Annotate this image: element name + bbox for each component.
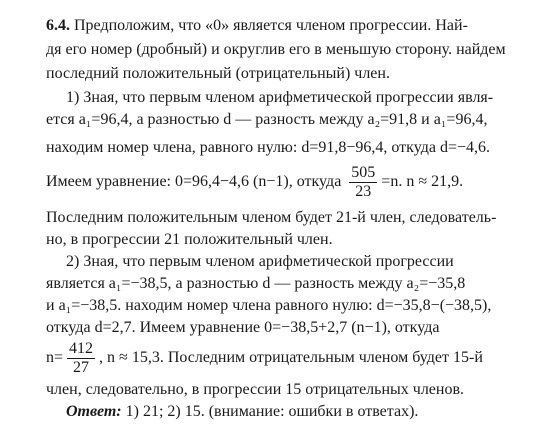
part1-line-2: ется a₁=96,4, а разностью d — разность между a₂=91,8 и a₁=96,4, xyxy=(46,111,488,128)
part2-line-3: и a₁=−38,5. находим номер члена равного нулю: d=−35,8−(−38,5), xyxy=(46,297,492,314)
part1-end-line-2: но, в прогрессии 21 положительный член. xyxy=(46,231,333,248)
part2-line-4: откуда d=2,7. Имеем уравнение 0=−38,5+2,7 (n−1), откуда xyxy=(46,319,440,336)
part2-end-line: член, следовательно, в прогрессии 15 отрицательных членов. xyxy=(46,381,465,398)
intro-line-1: 6.4. Предположим, что «0» является членом прогрессии. Най- xyxy=(46,17,468,34)
answer-line xyxy=(46,402,532,422)
part2-line-2: является a₁=−38,5, а разностью d — разность между a₂=−35,8 xyxy=(46,275,466,292)
part2-line-1: 2) Зная, что первым членом арифметической прогрессии xyxy=(66,253,454,270)
fraction-412-27: $\frac{412}{27}$ xyxy=(69,339,94,376)
part1-line-1: 1) Зная, что первым членом арифметической прогрессии явля- xyxy=(66,89,494,106)
part1-end-line-1: Последним положительным членом будет 21-й член, следователь- xyxy=(46,209,497,226)
answer-label: Ответ: xyxy=(66,403,122,420)
part1-line-3: находим номер члена, равного нулю: d=91,8−96,4, откуда d=−4,6. xyxy=(46,139,490,156)
answer-text: 1) 21; 2) 15. (внимание: ошибки в ответах). xyxy=(121,403,419,420)
intro-line-3: последний положительный (отрицательный) член. xyxy=(46,65,390,82)
problem-number: 6.4. xyxy=(46,17,70,34)
intro-line-2: дя его номер (дробный) и округлив его в меньшую сторону. найдем xyxy=(46,41,506,58)
fraction-505-23: $\frac{505}{23}$ xyxy=(351,163,376,200)
equation-2: n= $\frac{412}{27}$ , n ≈ 15,3. Последним отрицательным членом будет 15-й xyxy=(46,339,483,376)
equation-1: Имеем уравнение: 0=96,4−4,6 (n−1), откуда $\frac{505}{23}$ =n. n ≈ 21,9. xyxy=(46,163,464,200)
